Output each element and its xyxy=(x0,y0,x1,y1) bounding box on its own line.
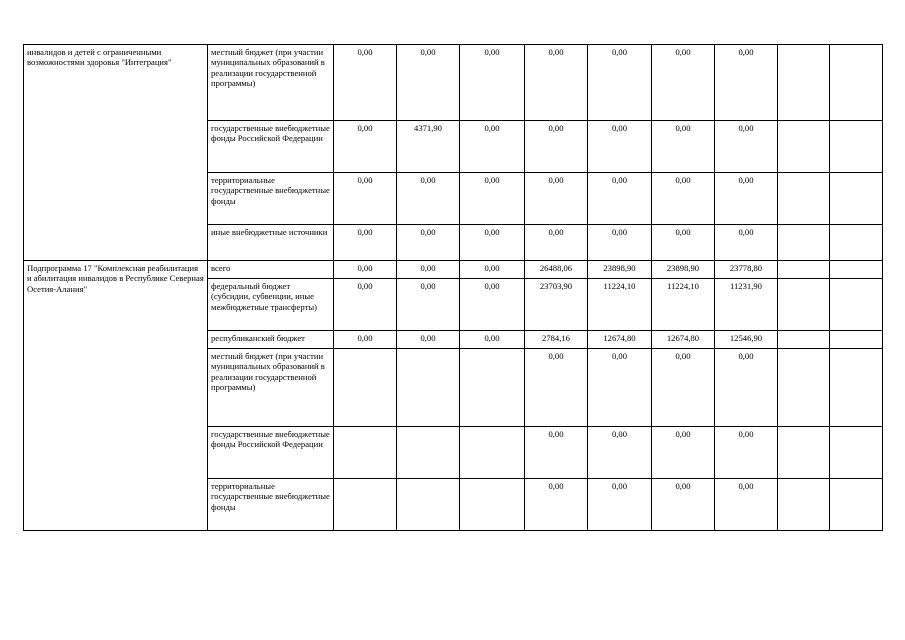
funding-source-cell: территориальные государственные внебюджетные фонды xyxy=(208,173,334,225)
amount-cell xyxy=(460,479,525,531)
amount-cell: 0,00 xyxy=(460,261,525,279)
funding-source-cell: государственные внебюджетные фонды Российской Федерации xyxy=(208,121,334,173)
amount-cell xyxy=(778,479,830,531)
amount-cell: 0,00 xyxy=(397,261,460,279)
amount-cell xyxy=(778,173,830,225)
amount-cell: 0,00 xyxy=(715,173,778,225)
program-name-cell: Подпрограмма 17 "Комплексная реабилитация и абилитация инвалидов в Республике Северная Осетия-Алания" xyxy=(24,261,208,531)
amount-cell: 0,00 xyxy=(652,349,715,427)
amount-cell: 0,00 xyxy=(334,173,397,225)
funding-source-cell: местный бюджет (при участии муниципальных образований в реализации государственной программы) xyxy=(208,45,334,121)
amount-cell: 0,00 xyxy=(525,173,588,225)
table-row xyxy=(24,261,883,279)
funding-source-cell: местный бюджет (при участии муниципальных образований в реализации государственной программы) xyxy=(208,349,334,427)
amount-cell: 0,00 xyxy=(397,173,460,225)
funding-source-cell: всего xyxy=(208,261,334,279)
amount-cell: 0,00 xyxy=(588,479,652,531)
amount-cell: 0,00 xyxy=(652,427,715,479)
budget-table xyxy=(23,44,883,531)
amount-cell xyxy=(830,279,883,331)
amount-cell: 0,00 xyxy=(460,225,525,261)
amount-cell xyxy=(778,261,830,279)
amount-cell: 0,00 xyxy=(334,261,397,279)
amount-cell xyxy=(778,427,830,479)
amount-cell: 12674,80 xyxy=(652,331,715,349)
amount-cell xyxy=(460,427,525,479)
amount-cell: 23898,90 xyxy=(652,261,715,279)
amount-cell: 0,00 xyxy=(715,349,778,427)
amount-cell xyxy=(778,45,830,121)
amount-cell: 0,00 xyxy=(397,225,460,261)
amount-cell: 0,00 xyxy=(588,225,652,261)
amount-cell xyxy=(460,349,525,427)
funding-source-cell: федеральный бюджет (субсидии, субвенции, иные межбюджетные трансферты) xyxy=(208,279,334,331)
amount-cell: 0,00 xyxy=(588,173,652,225)
funding-source-cell: территориальные государственные внебюджетные фонды xyxy=(208,479,334,531)
amount-cell xyxy=(830,427,883,479)
amount-cell xyxy=(778,349,830,427)
program-name-cell: инвалидов и детей с ограниченными возможностями здоровья "Интеграция" xyxy=(24,45,208,261)
amount-cell xyxy=(778,279,830,331)
amount-cell xyxy=(830,121,883,173)
amount-cell: 0,00 xyxy=(588,45,652,121)
amount-cell: 0,00 xyxy=(334,279,397,331)
amount-cell: 0,00 xyxy=(715,225,778,261)
amount-cell xyxy=(397,427,460,479)
amount-cell xyxy=(778,225,830,261)
amount-cell: 0,00 xyxy=(460,45,525,121)
amount-cell: 0,00 xyxy=(652,173,715,225)
amount-cell: 0,00 xyxy=(397,331,460,349)
amount-cell xyxy=(830,331,883,349)
amount-cell: 0,00 xyxy=(525,225,588,261)
amount-cell: 0,00 xyxy=(525,427,588,479)
amount-cell xyxy=(334,349,397,427)
amount-cell: 0,00 xyxy=(334,121,397,173)
amount-cell: 0,00 xyxy=(715,427,778,479)
amount-cell: 0,00 xyxy=(715,121,778,173)
amount-cell: 0,00 xyxy=(525,349,588,427)
amount-cell xyxy=(830,349,883,427)
amount-cell: 0,00 xyxy=(715,45,778,121)
amount-cell: 4371,90 xyxy=(397,121,460,173)
amount-cell: 0,00 xyxy=(715,479,778,531)
table-row xyxy=(24,45,883,121)
amount-cell: 23778,80 xyxy=(715,261,778,279)
amount-cell: 11224,10 xyxy=(652,279,715,331)
amount-cell: 0,00 xyxy=(525,45,588,121)
amount-cell: 0,00 xyxy=(460,279,525,331)
amount-cell: 0,00 xyxy=(652,45,715,121)
amount-cell xyxy=(778,121,830,173)
amount-cell: 23703,90 xyxy=(525,279,588,331)
funding-source-cell: государственные внебюджетные фонды Российской Федерации xyxy=(208,427,334,479)
amount-cell: 12674,80 xyxy=(588,331,652,349)
amount-cell: 0,00 xyxy=(652,479,715,531)
amount-cell: 0,00 xyxy=(460,121,525,173)
amount-cell: 0,00 xyxy=(460,173,525,225)
amount-cell xyxy=(830,45,883,121)
amount-cell: 11224,10 xyxy=(588,279,652,331)
amount-cell xyxy=(830,225,883,261)
amount-cell: 0,00 xyxy=(525,121,588,173)
funding-source-cell: иные внебюджетные источники xyxy=(208,225,334,261)
amount-cell: 0,00 xyxy=(652,225,715,261)
amount-cell: 0,00 xyxy=(334,45,397,121)
amount-cell: 0,00 xyxy=(397,45,460,121)
amount-cell: 0,00 xyxy=(525,479,588,531)
amount-cell: 0,00 xyxy=(652,121,715,173)
amount-cell: 26488,06 xyxy=(525,261,588,279)
amount-cell: 12546,90 xyxy=(715,331,778,349)
amount-cell xyxy=(830,261,883,279)
amount-cell xyxy=(830,479,883,531)
amount-cell xyxy=(830,173,883,225)
amount-cell: 0,00 xyxy=(588,349,652,427)
amount-cell: 0,00 xyxy=(460,331,525,349)
amount-cell: 0,00 xyxy=(588,427,652,479)
amount-cell xyxy=(334,479,397,531)
amount-cell xyxy=(778,331,830,349)
amount-cell: 0,00 xyxy=(588,121,652,173)
amount-cell xyxy=(397,479,460,531)
amount-cell xyxy=(334,427,397,479)
amount-cell: 2784,16 xyxy=(525,331,588,349)
amount-cell: 0,00 xyxy=(397,279,460,331)
funding-source-cell: республиканский бюджет xyxy=(208,331,334,349)
amount-cell xyxy=(397,349,460,427)
amount-cell: 23898,90 xyxy=(588,261,652,279)
amount-cell: 0,00 xyxy=(334,225,397,261)
amount-cell: 11231,90 xyxy=(715,279,778,331)
amount-cell: 0,00 xyxy=(334,331,397,349)
